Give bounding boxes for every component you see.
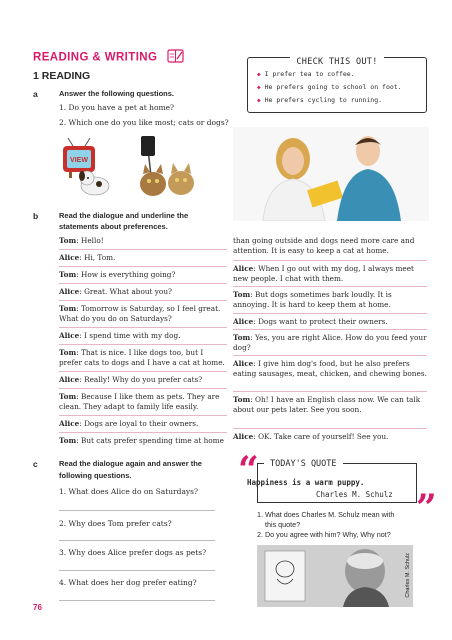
- task-b-letter: b: [33, 211, 39, 221]
- task-c-instruction-line1: Read the dialogue again and answer the: [59, 459, 202, 468]
- page-title-text: READING & WRITING: [33, 51, 158, 64]
- dialogue-line: Tom: Oh! I have an English class now. We can talk about our pets later. See you soon.: [233, 391, 427, 415]
- page-title: [33, 49, 184, 66]
- dialogue-line: Alice: I spend time with my dog.: [59, 327, 227, 341]
- task-c-instruction-line2: following questions.: [59, 471, 132, 480]
- writing-book-icon: [167, 49, 184, 66]
- answer-line-1[interactable]: [59, 510, 215, 511]
- dialogue-line: than going outside and dogs need more care and attention. It is easy to keep a cat at home.: [233, 236, 415, 255]
- open-quote-icon: “: [238, 449, 259, 491]
- dialogue-line: Tom: How is everything going?: [59, 266, 227, 280]
- check-this-out-box: [247, 57, 427, 113]
- page-number: 76: [33, 603, 42, 612]
- quote-text: Happiness is a warm puppy.: [247, 478, 365, 487]
- dialogue-line: Alice: OK. Take care of yourself! See you.: [233, 428, 427, 442]
- dialogue-line: Tom: Because I like them as pets. They are clean. They adapt to family life easily.: [59, 388, 227, 412]
- dialogue-line: Tom: Hello!: [59, 236, 104, 245]
- cat-icon: [168, 163, 194, 195]
- dog-icon: [79, 171, 109, 195]
- tv-text: VIEW: [70, 157, 88, 164]
- dialogue-line: Alice: I give him dog's food, but he also prefers eating sausages, meat, chicken, and chewing bones.: [233, 355, 427, 379]
- task-a-instruction: Answer the following questions.: [59, 89, 175, 98]
- dialogue-line: Tom: But cats prefer spending time at home: [59, 432, 227, 446]
- task-b-instruction-line1: Read the dialogue and underline the: [59, 211, 189, 220]
- quote-question-1: 1. What does Charles M. Schulz mean with: [257, 510, 395, 519]
- close-quote-icon: ”: [416, 487, 437, 529]
- task-b-instruction-line2: statements about preferences.: [59, 222, 168, 231]
- quote-author: Charles M. Schulz: [316, 490, 393, 499]
- answer-line-2[interactable]: [59, 540, 215, 541]
- dialogue-line: Alice: Really! Why do you prefer cats?: [59, 371, 227, 385]
- task-c-question-1: 1. What does Alice do on Saturdays?: [59, 487, 199, 496]
- pets-illustration: [55, 134, 215, 199]
- task-a-letter: a: [33, 89, 38, 99]
- dialogue-line: Tom: Tomorrow is Saturday, so I feel great. What do you do on Saturdays?: [59, 300, 227, 324]
- photo-caption: Charles M. Schulz: [405, 553, 411, 598]
- task-a-question-2: 2. Which one do you like most; cats or dogs?: [59, 118, 229, 127]
- section-heading: 1 READING: [33, 70, 91, 82]
- task-c-question-2: 2. Why does Tom prefer cats?: [59, 519, 172, 528]
- task-c-question-3: 3. Why does Alice prefer dogs as pets?: [59, 548, 207, 557]
- dialogue-left-column: [59, 234, 227, 444]
- task-c-letter: c: [33, 459, 38, 469]
- dialogue-line: Alice: Dogs want to protect their owners.: [233, 313, 427, 327]
- schulz-photo: [257, 545, 413, 607]
- answer-line-4[interactable]: [59, 600, 215, 601]
- task-c-question-4: 4. What does her dog prefer eating?: [59, 578, 197, 587]
- dialogue-line: Alice: Hi, Tom.: [59, 249, 227, 263]
- dialogue-right-column: [233, 234, 427, 444]
- check-item: ◆ He prefers cycling to running.: [257, 94, 402, 107]
- quote-question-2: 2. Do you agree with him? Why, Why not?: [257, 530, 391, 539]
- dialogue-line: Alice: Great. What about you?: [59, 283, 227, 297]
- friends-photo: [233, 127, 429, 221]
- dialogue-line: Tom: That is nice. I like dogs too, but I prefer cats to dogs and I have a cat at home.: [59, 344, 227, 368]
- check-box-title: CHECK THIS OUT!: [290, 57, 383, 67]
- phone-icon: [141, 136, 155, 156]
- task-a-question-1: 1. Do you have a pet at home?: [59, 103, 175, 112]
- dialogue-line: Alice: When I go out with my dog, I always meet new people. I chat with them.: [233, 260, 427, 284]
- dialogue-line: Tom: Yes, you are right Alice. How do you feed your dog?: [233, 329, 427, 353]
- answer-line-3[interactable]: [59, 570, 215, 571]
- quote-questions: [257, 510, 394, 540]
- check-item: ◆ He prefers going to school on foot.: [257, 81, 402, 94]
- quote-question-1-cont: this quote?: [265, 520, 301, 529]
- quote-title: TODAY'S QUOTE: [264, 459, 343, 469]
- dialogue-line: Tom: But dogs sometimes bark loudly. It is annoying. It is hard to keep them at home.: [233, 286, 427, 310]
- cat-icon: [140, 164, 166, 196]
- check-item: ◆ I prefer tea to coffee.: [257, 68, 402, 81]
- dialogue-line: Alice: Dogs are loyal to their owners.: [59, 415, 227, 429]
